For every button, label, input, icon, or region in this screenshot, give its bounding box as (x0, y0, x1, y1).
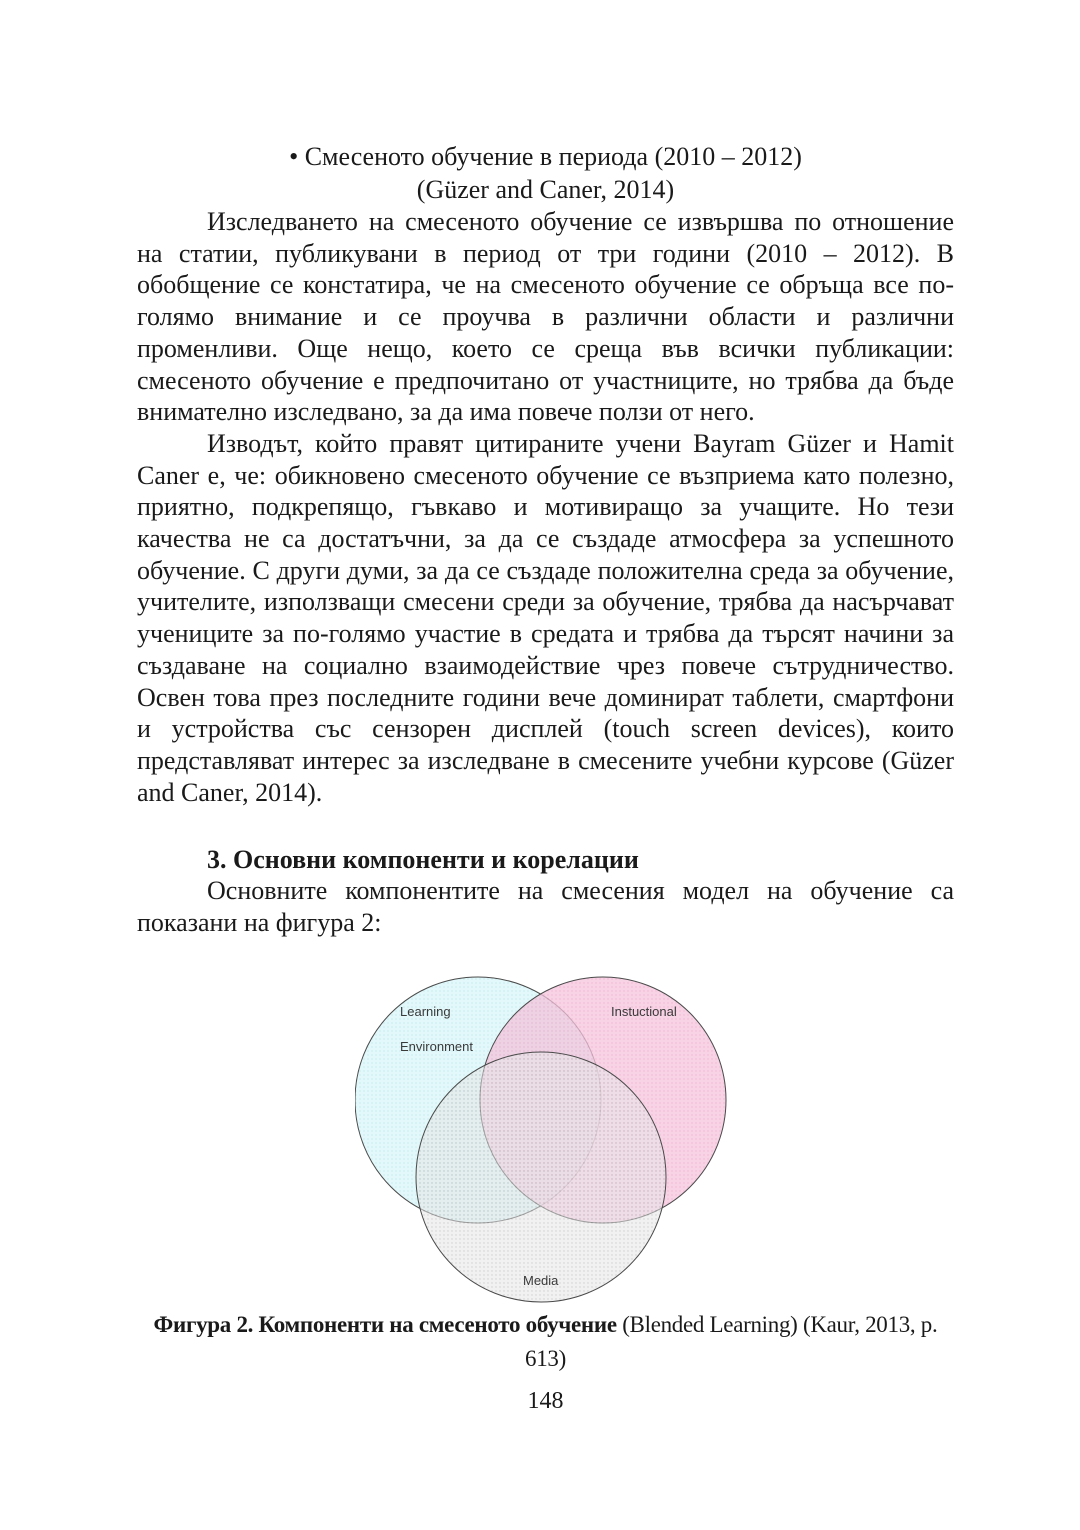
environment-label: Environment (400, 1039, 473, 1054)
section-heading: 3. Основни компоненти и корелации (207, 845, 639, 875)
caption-rest: (Blended Learning) (Kaur, 2013, p. 613) (525, 1312, 938, 1371)
paragraph-1: Изследването на смесеното обучение се извършва по отношение на статии, публикувани в период от три години (2010 – 2012). В обобщение се констатира, че на смесеното обучение се обръща все по-голямо внимание и се проучва в различни области и различни променливи. Още нещо, което се среща във всички публикации: смесеното обучение е предпочитано от участниците, но трябва да бъде внимателно изследвано, за да има повече ползи от него. (137, 207, 954, 427)
paragraph-2: Изводът, който правят цитираните учени Bayram Güzer и Hamit Caner е, че: обикновено смесеното обучение се възприема като полезно, приятно, подкрепящо, гъвкаво и мотивиращо за учащите. Но тези качества не са достатъчни, за да се създаде атмосфера за успешното обучение. С други думи, за да се създаде положителна среда за обучение, учителите, използващи смесени среди за обучение, трябва да насърчават учениците за по-голямо участие в средата и трябва да търсят начини за създаване на социално взаимодействие чрез повече сътрудничество. Освен това през последните години вече доминират таблети, смартфони и устройства със сензорен дисплей (touch screen devices), които представляват интерес за изследване в смесените учебни курсове (Güzer and Caner, 2014). (137, 428, 954, 807)
document-page (137, 140, 954, 1414)
learning-label: Learning (400, 1004, 451, 1019)
instructional-label: Instuctional (611, 1004, 677, 1019)
media-label: Media (523, 1273, 559, 1288)
bullet-heading: • Смесеното обучение в периода (2010 – 2012) (289, 142, 802, 171)
page-number: 148 (527, 1388, 564, 1414)
bullet-reference: (Güzer and Caner, 2014) (416, 175, 675, 204)
caption-bold: Фигура 2. Компоненти на смесеното обучение (153, 1312, 617, 1337)
section-intro: Основните компонентите на смесения модел на обучение са показани на фигура 2: (137, 876, 954, 938)
media-circle (416, 1052, 666, 1302)
figure-caption (137, 1308, 954, 1376)
venn-diagram (355, 958, 735, 1308)
